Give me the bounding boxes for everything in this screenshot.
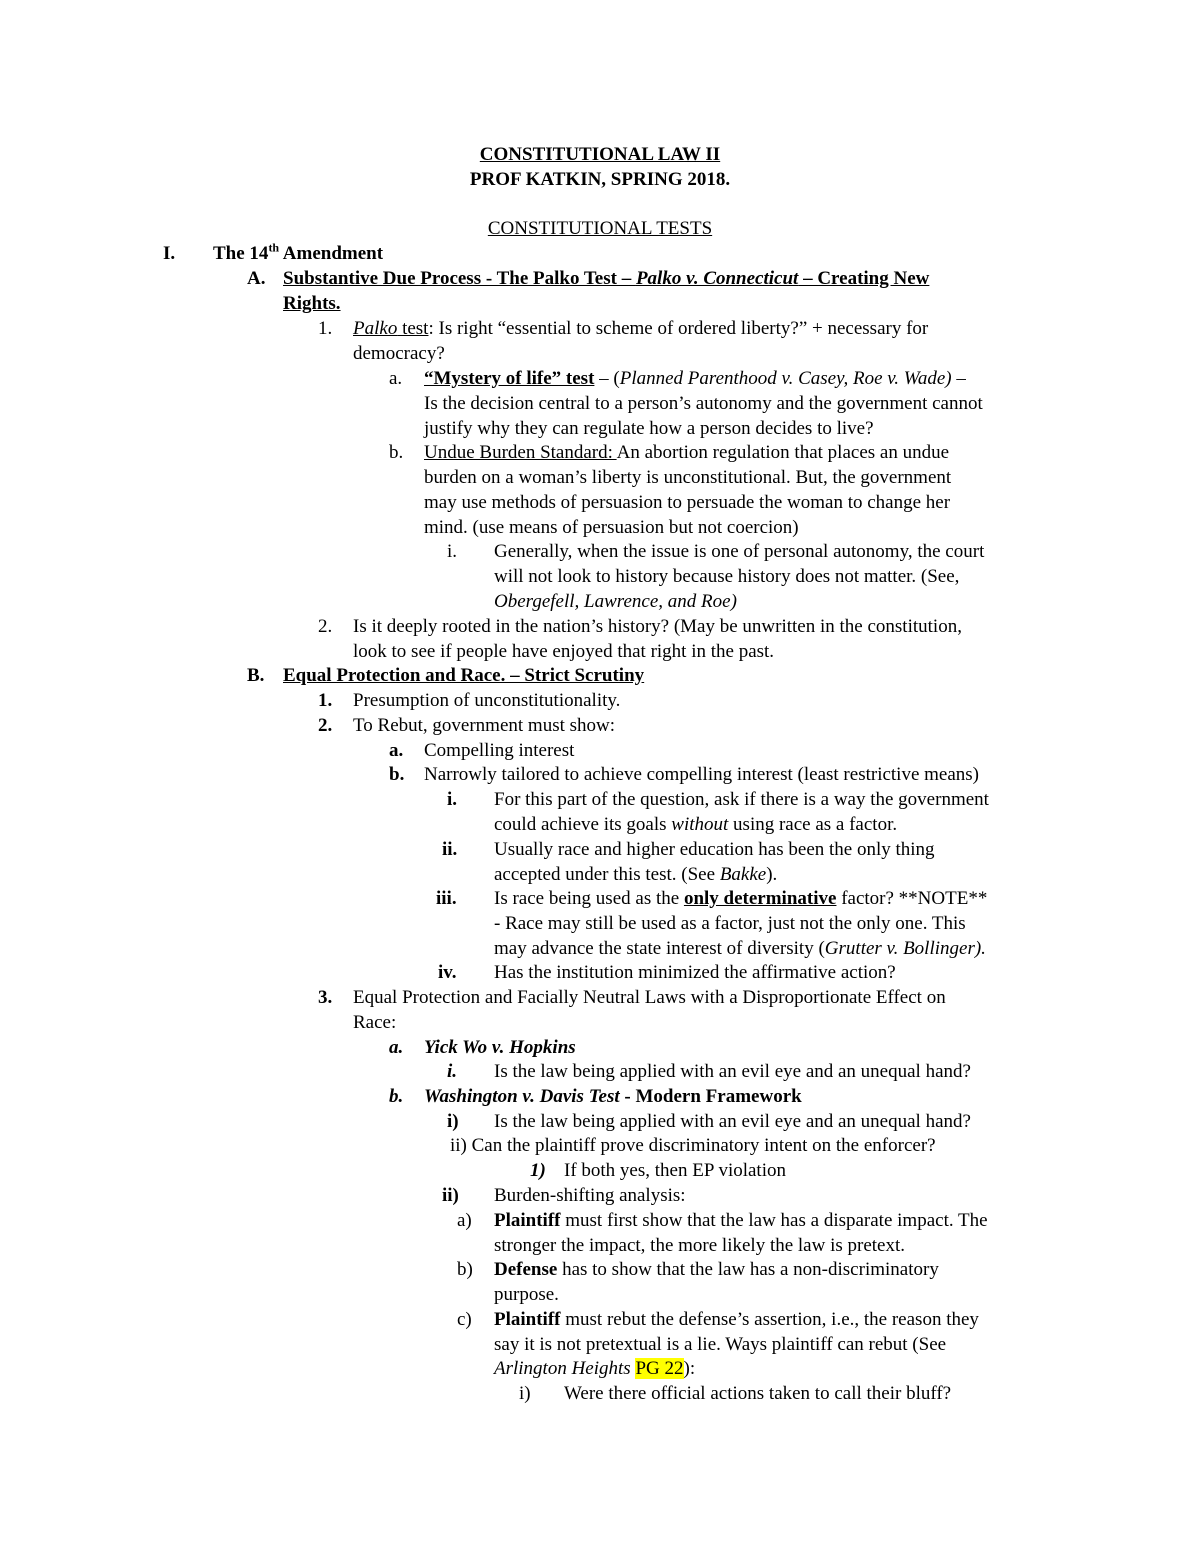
list-marker: i.	[447, 1061, 458, 1082]
list-marker: i)	[519, 1383, 531, 1404]
list-item-text: accepted under this test. (See Bakke).	[494, 864, 778, 885]
outline-heading-B: Equal Protection and Race. – Strict Scrutiny	[283, 665, 645, 686]
list-marker: i)	[447, 1111, 459, 1132]
list-marker: 3.	[318, 987, 333, 1008]
list-item-text: Burden-shifting analysis:	[494, 1185, 686, 1206]
list-marker: 1.	[318, 318, 333, 339]
list-marker: iii.	[436, 888, 457, 909]
list-item-text: say it is not pretextual is a lie. Ways plaintiff can rebut (See	[494, 1334, 947, 1355]
list-item-text: Plaintiff must rebut the defense’s assertion, i.e., the reason they	[494, 1309, 979, 1330]
list-item-text: ii) Can the plaintiff prove discriminatory intent on the enforcer?	[450, 1135, 936, 1156]
outline-marker-I: I.	[163, 243, 176, 264]
list-item-text: To Rebut, government must show:	[353, 715, 616, 736]
list-item-text: Is race being used as the only determinative factor? **NOTE**	[494, 888, 988, 909]
list-marker: a.	[389, 368, 403, 389]
outline-marker-B: B.	[247, 665, 265, 686]
list-item-text: For this part of the question, ask if there is a way the government	[494, 789, 989, 810]
list-item-text: Generally, when the issue is one of personal autonomy, the court	[494, 541, 985, 562]
list-item-text: Defense has to show that the law has a non-discriminatory	[494, 1259, 939, 1280]
list-marker: b.	[389, 442, 404, 463]
list-item-text: Equal Protection and Facially Neutral Laws with a Disproportionate Effect on	[353, 987, 946, 1008]
list-item-text: Were there official actions taken to call their bluff?	[564, 1383, 952, 1404]
list-item-text: Is the law being applied with an evil eye and an unequal hand?	[494, 1061, 971, 1082]
outline-heading-A: Substantive Due Process - The Palko Test – Palko v. Connecticut – Creating New	[283, 268, 930, 289]
list-item-text: justify why they can regulate how a person decides to live?	[424, 418, 874, 439]
list-marker: 1.	[318, 690, 333, 711]
list-item-text: Race:	[353, 1012, 397, 1033]
list-item-text: Plaintiff must first show that the law has a disparate impact. The	[494, 1210, 988, 1231]
highlight-page-ref: PG 22	[635, 1358, 684, 1379]
list-item-text: Palko test: Is right “essential to scheme of ordered liberty?” + necessary for	[353, 318, 929, 339]
list-item-text: Has the institution minimized the affirmative action?	[494, 962, 896, 983]
list-item-text: Arlington Heights PG 22):	[494, 1358, 696, 1379]
list-marker: a.	[389, 740, 404, 761]
list-item-text: “Mystery of life” test – (Planned Parenthood v. Casey, Roe v. Wade) –	[424, 368, 966, 389]
list-marker: iv.	[438, 962, 457, 983]
list-item-text: Is the decision central to a person’s autonomy and the government cannot	[424, 393, 983, 414]
list-item-text: purpose.	[494, 1284, 559, 1305]
list-item-text: may use methods of persuasion to persuade the woman to change her	[424, 492, 951, 513]
list-item-text: If both yes, then EP violation	[564, 1160, 786, 1181]
list-item-text: democracy?	[353, 343, 445, 364]
list-marker: ii.	[442, 839, 458, 860]
list-item-text: burden on a woman’s liberty is unconstitutional. But, the government	[424, 467, 952, 488]
list-item-text: Obergefell, Lawrence, and Roe)	[494, 591, 737, 612]
list-marker: b.	[389, 1086, 404, 1107]
list-marker: i.	[447, 541, 458, 562]
list-item-text: mind. (use means of persuasion but not coercion)	[424, 517, 799, 538]
list-item-text: could achieve its goals without using race as a factor.	[494, 814, 898, 835]
document-subtitle: PROF KATKIN, SPRING 2018.	[469, 169, 731, 190]
document-title: CONSTITUTIONAL LAW II	[479, 144, 721, 165]
list-item-text: look to see if people have enjoyed that right in the past.	[353, 641, 775, 662]
list-marker: a.	[389, 1037, 404, 1058]
list-marker: 2.	[318, 715, 333, 736]
list-marker: a)	[457, 1210, 472, 1231]
outline-heading-I: The 14th Amendment	[213, 240, 384, 264]
list-item-text: stronger the impact, the more likely the law is pretext.	[494, 1235, 906, 1256]
list-item-text: Usually race and higher education has been the only thing	[494, 839, 935, 860]
list-item-text: may advance the state interest of diversity (Grutter v. Bollinger).	[494, 938, 986, 959]
section-title: CONSTITUTIONAL TESTS	[487, 218, 713, 239]
list-item-text: Is the law being applied with an evil eye and an unequal hand?	[494, 1111, 971, 1132]
list-item-text: - Race may still be used as a factor, just not the only one. This	[494, 913, 966, 934]
list-marker: i.	[447, 789, 458, 810]
case-name: Washington v. Davis Test - Modern Framework	[424, 1086, 802, 1107]
list-marker: 2.	[318, 616, 333, 637]
list-item-text: Is it deeply rooted in the nation’s history? (May be unwritten in the constitution,	[353, 616, 962, 637]
outline-marker-A: A.	[247, 268, 266, 289]
list-item-text: will not look to history because history does not matter. (See,	[494, 566, 960, 587]
list-marker: b.	[389, 764, 405, 785]
list-item-text: Narrowly tailored to achieve compelling interest (least restrictive means)	[424, 764, 980, 785]
list-item-text: Presumption of unconstitutionality.	[353, 690, 621, 711]
list-marker: 1)	[530, 1160, 546, 1181]
list-marker: b)	[457, 1259, 473, 1280]
list-marker: ii)	[442, 1185, 459, 1206]
outline-heading-A-cont: Rights.	[283, 293, 341, 314]
list-marker: c)	[457, 1309, 472, 1330]
case-name: Yick Wo v. Hopkins	[424, 1037, 576, 1058]
list-item-text: Undue Burden Standard: An abortion regulation that places an undue	[424, 442, 950, 463]
list-item-text: Compelling interest	[424, 740, 575, 761]
